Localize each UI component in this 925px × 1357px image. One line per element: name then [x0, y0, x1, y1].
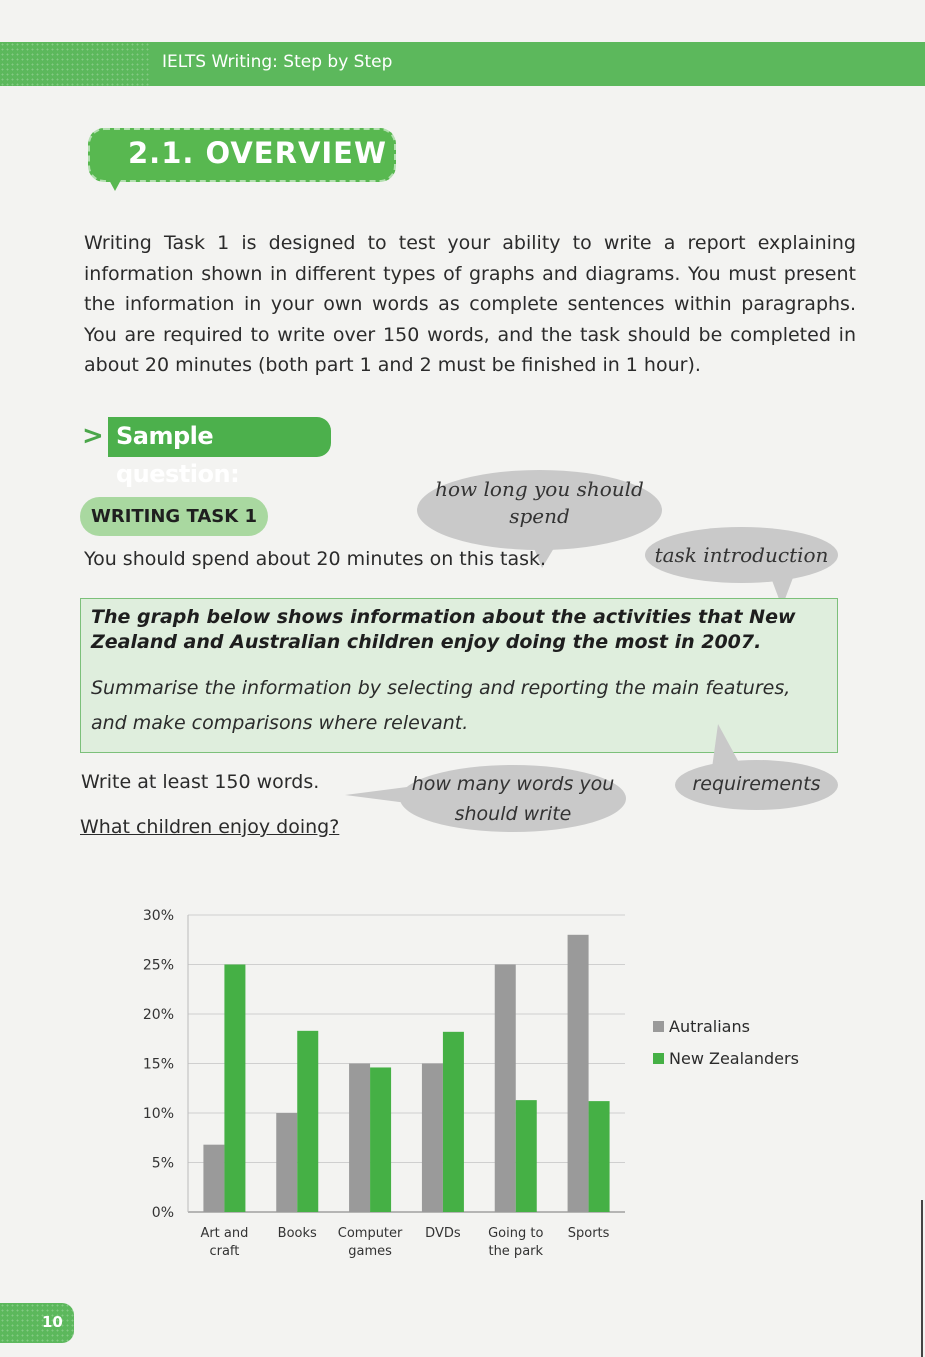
- bar-australians: [203, 1145, 224, 1212]
- page-edge: [921, 1200, 923, 1357]
- annotation-words-tail: [345, 787, 407, 803]
- bar-new-zealanders: [224, 965, 245, 1213]
- legend-item-australians: [653, 1016, 799, 1048]
- bar-australians: [422, 1064, 443, 1213]
- task-prompt: The graph below shows information about the activities that New Zealand and Australian children enjoy doing the most in 2007.: [91, 606, 796, 653]
- bar-australians: [276, 1113, 297, 1212]
- bar-new-zealanders: [297, 1031, 318, 1212]
- x-tick-label: games: [348, 1244, 392, 1259]
- legend-item-new-zealanders: [653, 1048, 799, 1080]
- bar-new-zealanders: [589, 1101, 610, 1212]
- x-tick-label: DVDs: [425, 1226, 461, 1241]
- bar-new-zealanders: [516, 1100, 537, 1212]
- header-band: [0, 42, 925, 86]
- writing-task-label: WRITING TASK 1: [80, 497, 268, 536]
- y-tick-label: 25%: [142, 957, 174, 974]
- time-instruction: You should spend about 20 minutes on this task.: [84, 548, 547, 570]
- y-tick-label: 20%: [142, 1007, 174, 1023]
- task-instruction: Summarise the information by selecting and reporting the main features, and make comparisons where relevant.: [91, 677, 791, 734]
- y-tick-label: 10%: [142, 1106, 174, 1122]
- bar-new-zealanders: [443, 1032, 464, 1212]
- x-tick-label: Computer: [337, 1226, 403, 1241]
- bar-new-zealanders: [370, 1067, 391, 1212]
- y-tick-label: 30%: [142, 908, 174, 924]
- x-tick-label: Books: [277, 1226, 317, 1241]
- section-heading: 2.1. OVERVIEW: [128, 136, 387, 170]
- x-tick-label: Going to: [488, 1226, 544, 1241]
- x-tick-label: the park: [488, 1244, 544, 1259]
- y-tick-label: 15%: [142, 1056, 174, 1073]
- bar-chart: [120, 895, 640, 1275]
- annotation-task-intro: task introduction: [645, 527, 838, 583]
- chart-title: What children enjoy doing?: [80, 816, 340, 838]
- chart-legend: [653, 1016, 799, 1080]
- section-badge-tail: [108, 178, 122, 191]
- page-number-tab: [0, 1303, 74, 1343]
- annotation-how-long: how long you should spend: [417, 470, 662, 550]
- x-tick-label: Sports: [567, 1226, 610, 1241]
- book-title: IELTS Writing: Step by Step: [162, 52, 393, 72]
- intro-paragraph: Writing Task 1 is designed to test your ability to write a report explaining information shown in different types of graphs and diagrams. You must present the information in your own words as complete sentences within paragraphs. You are required to write over 150 words, and the task should be completed in about 20 minutes (both part 1 and 2 must be finished in 1 hour).: [84, 232, 856, 376]
- page-number: 10: [42, 1313, 63, 1331]
- arrow-icon: >: [82, 421, 104, 451]
- annotation-how-many-words: how many words you should write: [400, 765, 626, 832]
- word-instruction: Write at least 150 words.: [81, 771, 320, 793]
- bar-australians: [349, 1064, 370, 1213]
- x-tick-label: craft: [209, 1244, 240, 1259]
- legend-swatch-australians: [653, 1021, 664, 1032]
- legend-label-new-zealanders: New Zealanders: [669, 1049, 799, 1068]
- y-tick-label: 0%: [151, 1205, 174, 1221]
- y-tick-label: 5%: [151, 1155, 174, 1172]
- annotation-requirements: requirements: [675, 760, 838, 810]
- legend-swatch-new-zealanders: [653, 1053, 664, 1064]
- bar-australians: [495, 965, 516, 1213]
- legend-label-australians: Autralians: [669, 1017, 750, 1036]
- sample-question-label: Sample question:: [108, 417, 331, 457]
- x-tick-label: Art and: [200, 1226, 249, 1241]
- bar-australians: [568, 935, 589, 1212]
